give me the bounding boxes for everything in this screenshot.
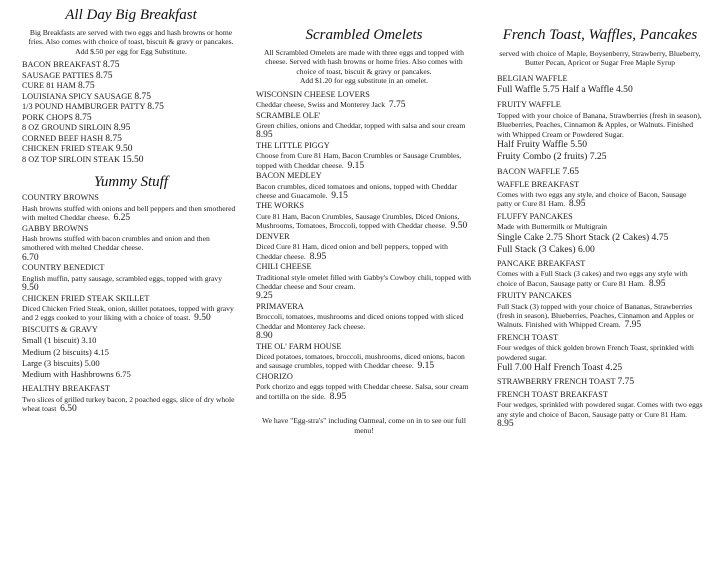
- item-name: STRAWBERRY FRENCH TOAST: [497, 377, 616, 387]
- item-price: 15.50: [122, 154, 144, 165]
- item-name: BACON WAFFLE: [497, 167, 561, 177]
- item-desc-text: Four wedges, sprinkled with powdered sugar. Comes with two eggs any style and choice of Bacon, Sausage patty or Cure 81 Ham.: [497, 400, 703, 419]
- item-price: 8.95: [113, 123, 131, 134]
- item-name: LOUISIANA SPICY SAUSAGE: [22, 91, 133, 101]
- item-desc-text: Comes with two eggs any style, and choice of Bacon, Sausage patty or Cure 81 Ham.: [497, 190, 687, 209]
- item-price: 9.50: [194, 313, 211, 324]
- menu-item: [22, 193, 240, 223]
- menu-item: [256, 171, 472, 201]
- item-name: 8 OZ TOP SIRLOIN STEAK: [22, 154, 121, 164]
- closing-note: We have "Egg-stra's" including Oatmeal, come on in to see our full menu!: [262, 416, 466, 435]
- item-desc-text: Green chilies, onions and Cheddar, topped with salsa and sour cream: [256, 121, 466, 131]
- item-price: 7.75: [617, 377, 635, 388]
- intro-text-egg-sub: Add $1.20 for egg substitute in an omelet.: [299, 76, 429, 86]
- item-desc-text: Cheddar cheese, Swiss and Monterey Jack: [256, 100, 386, 110]
- item-desc-text: Diced Cure 81 Ham, diced onion and bell peppers, topped with Cheddar cheese.: [256, 242, 448, 261]
- menu-item-waffle-breakfast: [497, 180, 703, 210]
- item-name: FRENCH TOAST BREAKFAST: [497, 389, 608, 399]
- item-desc: [22, 234, 240, 263]
- item-name: CORNED BEEF HASH: [22, 133, 104, 143]
- item-price: 8.95: [648, 278, 666, 289]
- item-name: BISCUITS & GRAVY: [22, 324, 98, 334]
- menu-item-belgian: [497, 74, 703, 97]
- item-desc-text: Traditional style omelet filled with Gabby's Cowboy chili, topped with Cheddar cheese and Sour cream.: [256, 272, 471, 291]
- section-intro-all-day: Big Breakfasts are served with two eggs and hash browns or home fries. Also comes with choice of toast, biscuit & gravy or pancakes. Add $.50 per egg for Egg Substitute.: [28, 28, 234, 56]
- item-desc: [497, 302, 703, 331]
- section-title-omelets: Scrambled Omelets: [305, 27, 423, 43]
- item-name: 1/3 POUND HAMBURGER PATTY: [22, 102, 146, 112]
- item-name: WAFFLE BREAKFAST: [497, 179, 580, 189]
- item-desc-text: Pork chorizo and eggs topped with Cheddar cheese. Salsa, sour cream and tortilla on the side.: [256, 382, 469, 401]
- menu-item: [22, 102, 240, 113]
- item-name: CHICKEN FRIED STEAK SKILLET: [22, 293, 150, 303]
- item-price: 9.15: [347, 160, 365, 171]
- item-price: 6.50: [60, 404, 77, 415]
- item-name: SCRAMBLE OLE': [256, 110, 321, 120]
- item-desc: [497, 269, 703, 289]
- menu-item: [22, 263, 240, 293]
- section-intro-french: served with choice of Maple, Boysenberry, Strawberry, Blueberry, Butter Pecan, Apricot or Sugar Free Maple Syrup: [499, 49, 701, 68]
- item-desc-text: Two slices of grilled turkey bacon, 2 poached eggs, slice of dry whole wheat toast: [22, 394, 235, 414]
- item-name: PANCAKE BREAKFAST: [497, 258, 586, 268]
- item-price: 6.70: [22, 252, 39, 263]
- item-price: 7.75: [388, 100, 406, 111]
- item-name: CHILI CHEESE: [256, 262, 312, 272]
- item-desc: [256, 352, 472, 372]
- item-desc: [256, 382, 472, 402]
- item-desc: [497, 400, 703, 429]
- item-desc-text: Diced potatoes, tomatoes, broccoli, mushrooms, diced onions, bacon and sausage crumbles, topped with Cheddar cheese.: [256, 352, 465, 371]
- item-name: FLUFFY PANCAKES: [497, 211, 573, 221]
- menu-item: [22, 294, 240, 324]
- item-price: 6.25: [113, 213, 131, 224]
- menu-item-pancake-breakfast: [497, 259, 703, 289]
- menu-item: [22, 155, 240, 166]
- menu-item: [22, 144, 240, 155]
- item-name: CURE 81 HAM: [22, 81, 76, 91]
- item-desc-text: Hash browns stuffed with bacon crumbles and onion and then smothered with melted Cheddar cheese.: [22, 234, 210, 253]
- section-title-french: French Toast, Waffles, Pancakes: [502, 27, 698, 43]
- item-desc-text: Comes with a Full Stack (3 cakes) and two eggs any style with choice of Bacon, Sausage patty or Cure 81 Ham.: [497, 269, 688, 288]
- item-name: THE OL' FARM HOUSE: [256, 341, 342, 351]
- item-price-line: Full Stack (3 Cakes) 6.00: [497, 243, 595, 255]
- item-price: 8.75: [78, 81, 95, 92]
- item-price: 8.75: [75, 112, 92, 123]
- item-price: 8.95: [256, 130, 273, 141]
- item-name: FRUITY WAFFLE: [497, 100, 561, 110]
- item-price-line: Single Cake 2.75 Short Stack (2 Cakes) 4.75: [497, 231, 669, 243]
- menu-item: [256, 302, 472, 342]
- item-desc-text: Choose from Cure 81 Ham, Bacon Crumbles or Sausage Crumbles, topped with Cheddar cheese.: [256, 151, 462, 170]
- item-price-line: Half Fruity Waffle 5.50: [497, 139, 587, 151]
- item-price: 9.15: [417, 361, 435, 372]
- column-breakfast: [22, 6, 240, 415]
- biscuit-option: Large (3 biscuits) 5.00: [22, 357, 100, 368]
- menu-item: [256, 111, 472, 141]
- menu-item: [256, 232, 472, 262]
- item-desc: [256, 121, 472, 141]
- menu-item-fruity-pancakes: [497, 291, 703, 331]
- item-price: 8.95: [309, 251, 327, 262]
- item-desc-text: Bacon crumbles, diced tomatoes and onions, topped with Cheddar cheese and Guacamole.: [256, 181, 458, 201]
- item-desc-text: Diced Chicken Fried Steak, onion, skillet potatoes, topped with gravy and 2 eggs cooked to your liking with a choice of toast.: [22, 304, 234, 323]
- omelet-list: [256, 90, 472, 403]
- item-price: 8.75: [147, 102, 164, 113]
- item-desc: [497, 190, 703, 210]
- item-desc: [256, 100, 472, 110]
- item-name: 8 OZ GROUND SIRLOIN: [22, 123, 112, 133]
- item-desc: [256, 312, 472, 341]
- menu-item-healthy: [22, 384, 240, 414]
- menu-item-french-toast: [497, 333, 703, 374]
- menu-item-fluffy: [497, 212, 703, 256]
- menu-item: [256, 372, 472, 402]
- item-name: COUNTRY BROWNS: [22, 193, 99, 203]
- section-intro-omelets: [256, 48, 472, 86]
- menu-item: [22, 60, 240, 71]
- menu-item-strawberry-ft: [497, 377, 703, 388]
- item-name: FRENCH TOAST: [497, 332, 559, 342]
- item-price: 8.75: [105, 133, 122, 144]
- item-desc-text: Cure 81 Ham, Bacon Crumbles, Sausage Crumbles, Diced Onions, Mushrooms, Tomatoes, Broccoli, topped with Cheddar cheese.: [256, 211, 460, 231]
- column-french-toast: [497, 26, 703, 429]
- item-name: GABBY BROWNS: [22, 223, 89, 233]
- menu-item: [22, 224, 240, 264]
- menu-item: [22, 71, 240, 82]
- item-desc-text: English muffin, patty sausage, scrambled eggs, topped with gravy: [22, 273, 222, 283]
- menu-item: [256, 201, 472, 231]
- menu-item: [256, 90, 472, 111]
- item-desc-text: Hash browns stuffed with onions and bell peppers and then smothered with melted Cheddar cheese.: [22, 203, 236, 223]
- item-name: DENVER: [256, 231, 290, 241]
- item-name: CHICKEN FRIED STEAK: [22, 144, 114, 154]
- menu-item: [22, 123, 240, 134]
- menu-item-bacon-waffle: [497, 167, 703, 178]
- menu-item: [256, 342, 472, 372]
- item-price: 7.65: [562, 167, 579, 178]
- menu-item-ft-breakfast: [497, 390, 703, 430]
- item-name: FRUITY PANCAKES: [497, 291, 572, 301]
- item-name: CHORIZO: [256, 371, 293, 381]
- item-name: PORK CHOPS: [22, 112, 73, 122]
- column-omelets: [256, 26, 472, 443]
- item-price: 9.25: [256, 291, 273, 302]
- item-desc: [22, 304, 240, 324]
- menu-item: [256, 262, 472, 302]
- item-name: BELGIAN WAFFLE: [497, 73, 568, 83]
- item-price: 9.50: [450, 221, 468, 232]
- menu-item: [256, 141, 472, 171]
- biscuit-option: Small (1 biscuit) 3.10: [22, 335, 97, 346]
- item-price: 8.95: [497, 418, 514, 429]
- item-desc: Made with Buttermilk or Multigrain: [497, 222, 608, 232]
- item-desc: [256, 182, 472, 202]
- item-name: SAUSAGE PATTIES: [22, 70, 94, 80]
- item-desc-text: Full Stack (3) topped with your choice of Bananas, Strawberries (fresh in season), Blueberries, Peaches, Cinnamon and Apples or Walnuts. Finished with Whipped Cream.: [497, 301, 694, 330]
- item-price: 9.15: [331, 191, 348, 202]
- item-price: 8.75: [95, 70, 113, 81]
- item-price-line: Full 7.00 Half French Toast 4.25: [497, 362, 623, 374]
- item-name: BACON MEDLEY: [256, 171, 322, 181]
- item-price: 8.90: [256, 331, 273, 342]
- item-desc: [256, 273, 472, 302]
- item-name: WISCONSIN CHEESE LOVERS: [256, 89, 370, 99]
- item-desc: [22, 204, 240, 224]
- item-name: COUNTRY BENEDICT: [22, 263, 105, 273]
- biscuit-option: Medium (2 biscuits) 4.15: [22, 346, 109, 357]
- menu-item: [22, 113, 240, 124]
- item-price: 9.50: [22, 283, 39, 294]
- item-name: THE WORKS: [256, 201, 305, 211]
- all-day-list: [22, 60, 240, 165]
- item-price: 9.50: [115, 144, 133, 155]
- section-title-all-day: All Day Big Breakfast: [65, 7, 197, 23]
- menu-item: [22, 92, 240, 103]
- biscuit-option: Medium with Hashbrowns 6.75: [22, 368, 131, 379]
- item-desc: [256, 151, 472, 171]
- item-price-line: Fruity Combo (2 fruits) 7.25: [497, 151, 607, 163]
- menu-item: [22, 81, 240, 92]
- item-price: 8.75: [102, 60, 120, 71]
- item-price: 8.95: [329, 391, 347, 402]
- item-price: 8.95: [568, 199, 586, 210]
- item-desc-text: Broccoli, tomatoes, mushrooms and diced onions topped with sliced Cheddar and Monterey Jack cheese.: [256, 312, 464, 331]
- menu-item: [22, 134, 240, 145]
- item-price-line: Full Waffle 5.75 Half a Waffle 4.50: [497, 84, 633, 96]
- item-name: THE LITTLE PIGGY: [256, 140, 330, 150]
- item-name: BACON BREAKFAST: [22, 60, 101, 70]
- item-name: HEALTHY BREAKFAST: [22, 384, 110, 394]
- item-price: 7.95: [624, 320, 642, 331]
- item-desc: [22, 395, 240, 415]
- section-title-yummy: Yummy Stuff: [93, 174, 169, 191]
- item-name: PRIMAVERA: [256, 301, 304, 311]
- intro-text: All Scrambled Omelets are made with three eggs and topped with cheese. Served with hash browns or home fries. Also comes with choice of toast, biscuit & gravy or pancakes.: [264, 48, 464, 76]
- menu-item-fruity-waffle: [497, 100, 703, 163]
- menu-item-biscuits: [22, 325, 240, 380]
- item-desc: [22, 274, 240, 294]
- item-desc: Topped with your choice of Banana, Strawberries (fresh in season), Blueberries, Peaches, Cinnamon & Apples, or Walnuts. Finished with Whipped Cream or Powdered Sugar.: [497, 110, 702, 139]
- yummy-list: [22, 193, 240, 414]
- item-desc: [256, 212, 472, 232]
- item-price: 8.75: [134, 91, 152, 102]
- item-desc: Four wedges of thick golden brown French Toast, sprinkled with powdered sugar.: [497, 343, 694, 362]
- item-desc: [256, 242, 472, 262]
